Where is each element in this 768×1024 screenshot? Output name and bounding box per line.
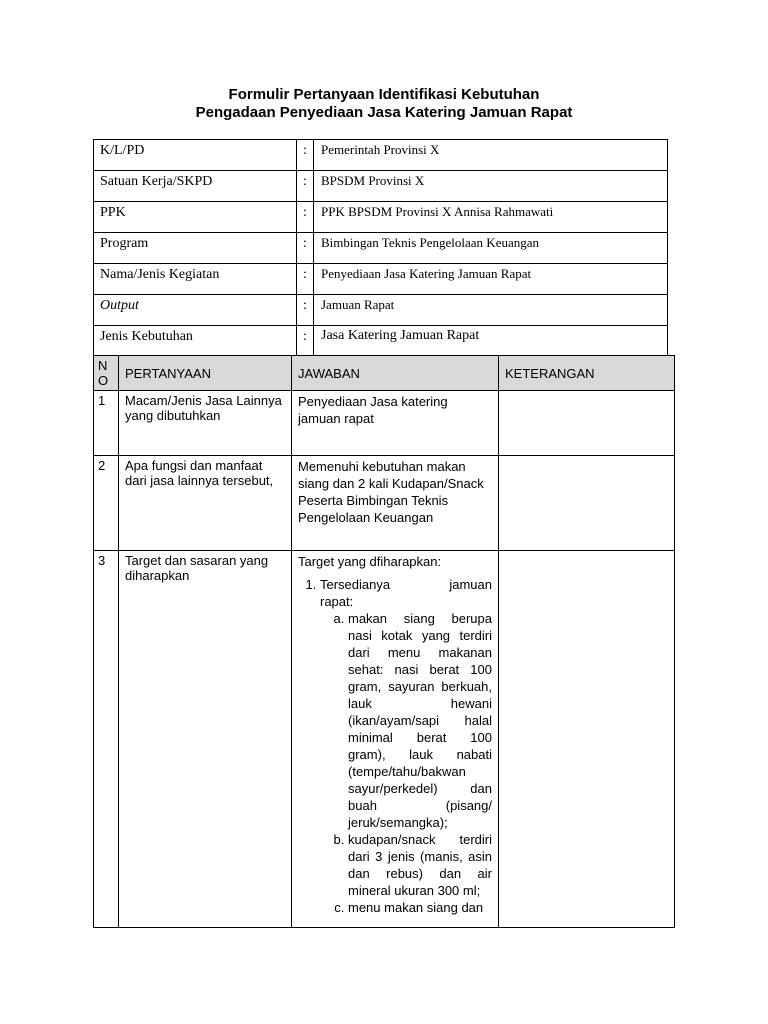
info-label: PPK [94,202,297,233]
info-separator: : [297,264,314,295]
form-title-line-1: Formulir Pertanyaan Identifikasi Kebutuhan [228,86,540,103]
info-label: Output [94,295,297,326]
table-header-row [94,356,675,391]
question-text: Target dan sasaran yang diharapkan [119,551,292,928]
info-row [94,264,668,295]
answer-cell [292,551,499,928]
list-item-word: 1. Tersedianya [320,577,391,592]
header-pertanyaan: PERTANYAAN [119,356,292,391]
note-cell [499,551,675,928]
form-title-line-2: Pengadaan Penyediaan Jasa Katering Jamuan Rapat [195,104,573,121]
info-value: Jamuan Rapat [314,295,668,326]
list-item-word: jamuan [449,577,492,592]
info-label: Nama/Jenis Kegiatan [94,264,297,295]
info-row [94,171,668,202]
row-number: 3 [94,551,119,928]
row-number: 2 [94,456,119,551]
info-label: Satuan Kerja/SKPD [94,171,297,202]
info-separator: : [297,202,314,233]
header-jawaban: JAWABAN [292,356,499,391]
sub-list-item-b: b. kudapan/snack terdiri dari 3 jenis (manis, asin dan rebus) dan air mineral ukuran 300 ml; [348,831,492,899]
question-text: Apa fungsi dan manfaat dari jasa lainnya tersebut, [119,456,292,551]
info-row [94,202,668,233]
info-row [94,140,668,171]
header-no: N O [94,356,119,391]
sub-list-item-c: c. menu makan siang dan [348,899,492,916]
list-item-rest: rapat: [320,594,354,609]
note-cell [499,456,675,551]
info-separator: : [297,233,314,264]
info-row [94,233,668,264]
info-separator: : [297,326,314,357]
list-item-first-line [320,576,492,593]
row-number: 1 [94,391,119,456]
info-separator: : [297,171,314,202]
answer-text: Penyediaan Jasa katering jamuan rapat [292,391,499,456]
info-value: BPSDM Provinsi X [314,171,668,202]
table-row [94,551,675,928]
sub-list [320,610,492,916]
list-item [320,576,492,916]
target-list [298,576,492,916]
answer-text: Memenuhi kebutuhan makan siang dan 2 kali Kudapan/Snack Peserta Bimbingan Teknis Pengelolaan Keuangan [292,456,499,551]
identity-table [93,139,668,357]
info-value: Jasa Katering Jamuan Rapat [314,326,668,357]
info-value: Pemerintah Provinsi X [314,140,668,171]
answer-intro: Target yang dfiharapkan: [298,554,442,569]
info-label: Jenis Kebutuhan [94,326,297,357]
info-row [94,326,668,357]
questions-table [93,355,675,928]
info-row [94,295,668,326]
info-label: Program [94,233,297,264]
info-value: Penyediaan Jasa Katering Jamuan Rapat [314,264,668,295]
info-separator: : [297,140,314,171]
info-value: Bimbingan Teknis Pengelolaan Keuangan [314,233,668,264]
note-cell [499,391,675,456]
info-label: K/L/PD [94,140,297,171]
table-row [94,456,675,551]
table-row [94,391,675,456]
question-text: Macam/Jenis Jasa Lainnya yang dibutuhkan [119,391,292,456]
info-separator: : [297,295,314,326]
header-keterangan: KETERANGAN [499,356,675,391]
sub-list-item-a: a. makan siang berupa nasi kotak yang terdiri dari menu makanan sehat: nasi berat 100 gram, sayuran berkuah, lauk hewani (ikan/ayam/sapi halal minimal berat 100 gram), lauk nabati (tempe/tahu/bakwan sayur/perkedel) dan buah (pisang/ jeruk/semangka); [348,610,492,831]
info-value: PPK BPSDM Provinsi X Annisa Rahmawati [314,202,668,233]
